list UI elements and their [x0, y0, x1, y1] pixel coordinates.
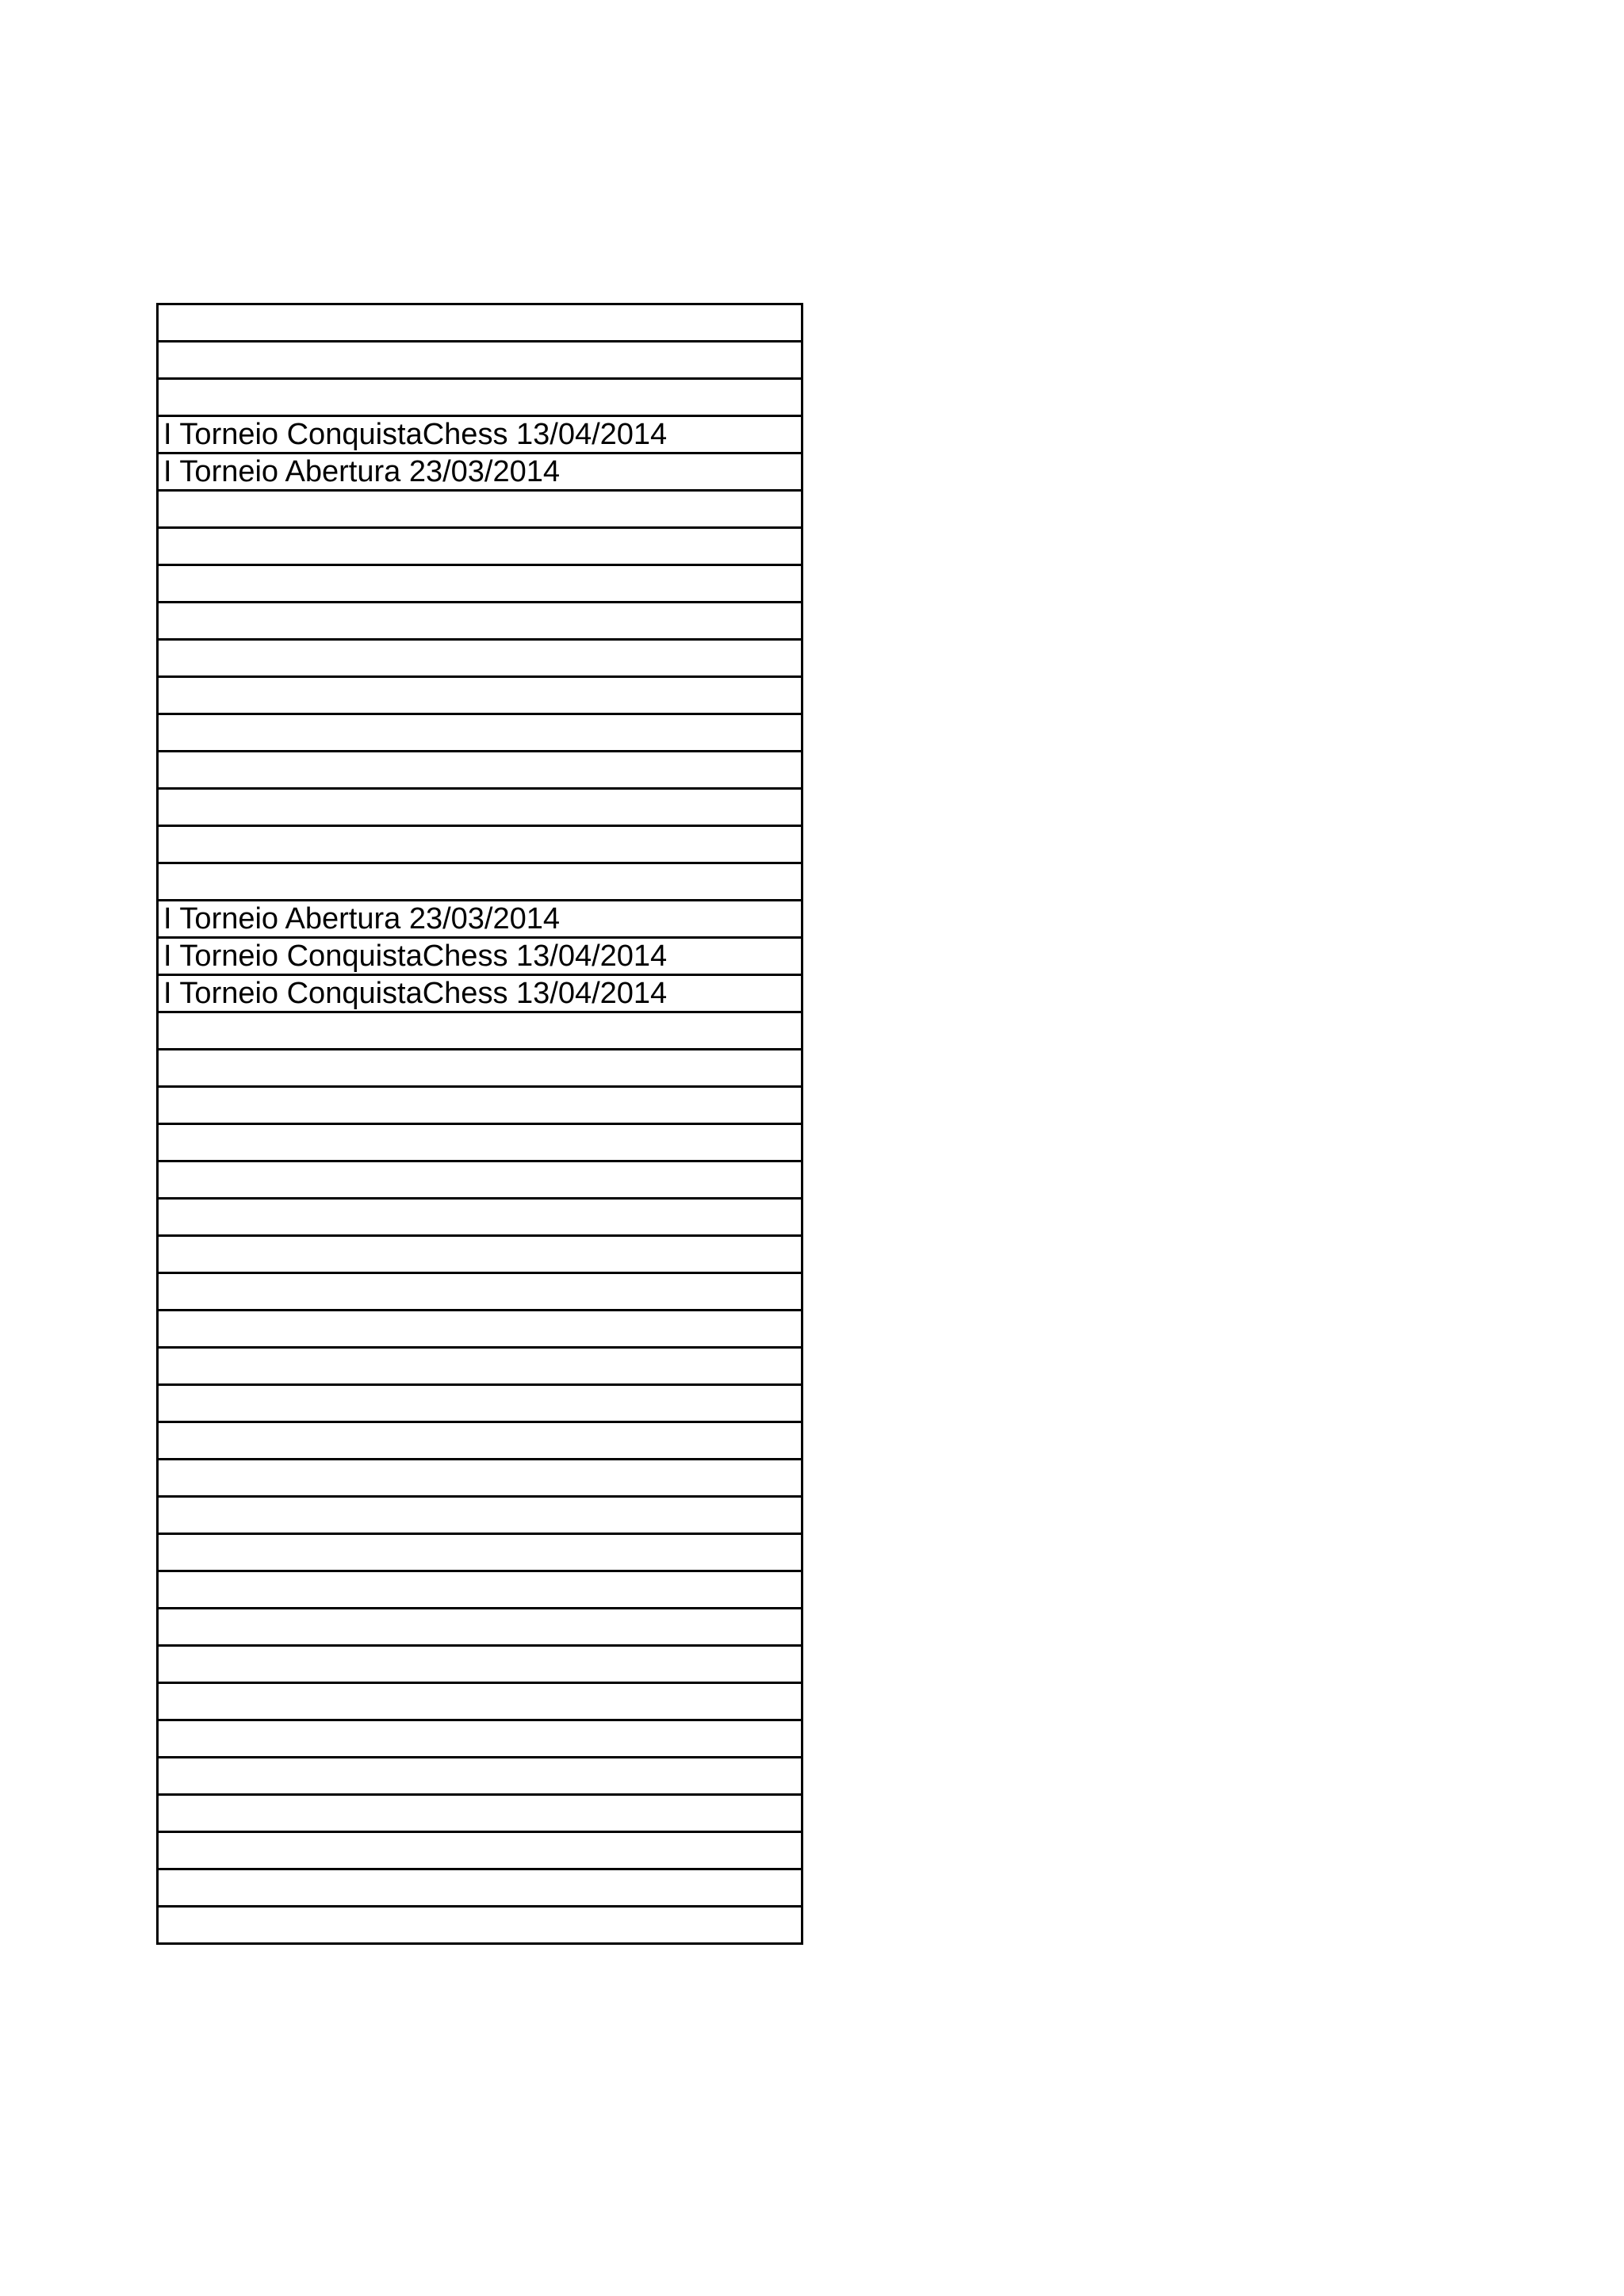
table-cell [158, 1124, 802, 1161]
table-cell [158, 714, 802, 752]
table-cell [158, 1758, 802, 1795]
table-row [158, 1683, 802, 1720]
table-row [158, 379, 802, 416]
table-row [158, 1422, 802, 1460]
table-cell [158, 1571, 802, 1609]
table-cell [158, 1012, 802, 1050]
table-row [158, 677, 802, 714]
table-row [158, 1161, 802, 1199]
table-cell [158, 1311, 802, 1348]
table-row [158, 1087, 802, 1124]
table-cell [158, 1385, 802, 1422]
table-cell [158, 1199, 802, 1236]
table-row [158, 1646, 802, 1683]
table-cell [158, 1497, 802, 1534]
table-cell [158, 789, 802, 826]
table-cell [158, 1348, 802, 1385]
table-row [158, 1236, 802, 1273]
table-row [158, 752, 802, 789]
table-cell: I Torneio Abertura 23/03/2014 [158, 901, 802, 938]
table-cell [158, 603, 802, 640]
table-row [158, 1907, 802, 1944]
table-row [158, 640, 802, 677]
table-row [158, 863, 802, 901]
table-row [158, 1273, 802, 1311]
table-row [158, 1609, 802, 1646]
table-cell [158, 304, 802, 342]
table-row [158, 1869, 802, 1907]
table-cell [158, 379, 802, 416]
table-row [158, 453, 802, 491]
table-row [158, 1050, 802, 1087]
table-row [158, 603, 802, 640]
table-row [158, 714, 802, 752]
table-row [158, 1348, 802, 1385]
table-row [158, 528, 802, 565]
table-cell [158, 1161, 802, 1199]
table-row [158, 1385, 802, 1422]
table-cell [158, 826, 802, 863]
table-cell [158, 1683, 802, 1720]
table-cell [158, 1273, 802, 1311]
table-row [158, 491, 802, 528]
table-row [158, 1720, 802, 1758]
table-cell [158, 491, 802, 528]
table-row [158, 1832, 802, 1869]
table-cell [158, 1795, 802, 1832]
table-cell [158, 342, 802, 379]
table-cell [158, 1646, 802, 1683]
table-cell [158, 1422, 802, 1460]
table-cell: I Torneio ConquistaChess 13/04/2014 [158, 416, 802, 453]
table-row [158, 1497, 802, 1534]
table-row [158, 565, 802, 603]
table-cell [158, 1460, 802, 1497]
table-cell [158, 1087, 802, 1124]
table-cell [158, 863, 802, 901]
table-row [158, 975, 802, 1012]
table-row [158, 1534, 802, 1571]
table-row [158, 1795, 802, 1832]
table-row [158, 1758, 802, 1795]
table-cell [158, 1050, 802, 1087]
table-cell [158, 1907, 802, 1944]
table-cell [158, 1534, 802, 1571]
table-row [158, 416, 802, 453]
table-cell [158, 1236, 802, 1273]
table-cell [158, 1832, 802, 1869]
table-cell: I Torneio Abertura 23/03/2014 [158, 453, 802, 491]
table-row [158, 1124, 802, 1161]
table-cell [158, 528, 802, 565]
table-row [158, 901, 802, 938]
table-cell [158, 752, 802, 789]
table-row [158, 304, 802, 342]
table-cell [158, 1869, 802, 1907]
table-row [158, 1012, 802, 1050]
table-row [158, 1571, 802, 1609]
table-row [158, 1311, 802, 1348]
table-cell [158, 677, 802, 714]
table-row [158, 1199, 802, 1236]
table-body [158, 304, 802, 1944]
table-cell [158, 565, 802, 603]
tournament-table [156, 303, 803, 1945]
table-row [158, 826, 802, 863]
table-cell [158, 1720, 802, 1758]
table-cell [158, 640, 802, 677]
table-row [158, 938, 802, 975]
table-cell: I Torneio ConquistaChess 13/04/2014 [158, 938, 802, 975]
table-row [158, 342, 802, 379]
table-cell: I Torneio ConquistaChess 13/04/2014 [158, 975, 802, 1012]
table-row [158, 1460, 802, 1497]
table-row [158, 789, 802, 826]
table-cell [158, 1609, 802, 1646]
